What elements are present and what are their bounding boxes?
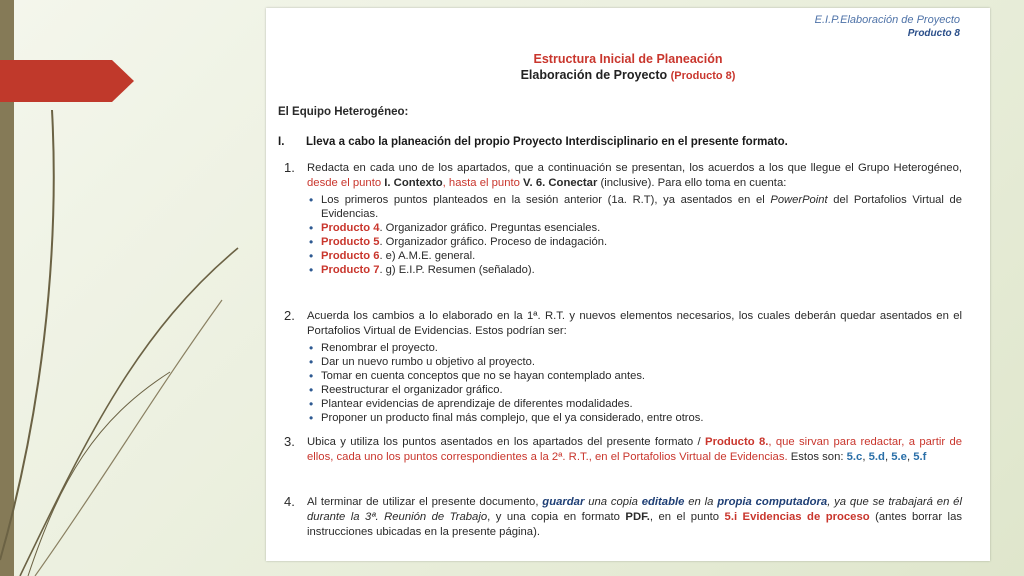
section-1-list <box>307 193 962 277</box>
s2-text: Acuerda los cambios a lo elaborado en la 1ª. R.T. y nuevos elementos necesarios, los cuales deberán quedar asentados en el Portafolios Virtual de Evidencias. Estos podrían ser: <box>307 310 962 337</box>
section-2-text <box>307 309 962 425</box>
s3-part: , <box>906 451 914 463</box>
section-roman-i <box>278 135 970 149</box>
section-3-text <box>307 435 962 465</box>
section-4 <box>284 495 962 540</box>
document-title: Estructura Inicial de Planeación <box>533 52 723 66</box>
s4-part: , y una copia en formato <box>487 511 626 523</box>
team-label: El Equipo Heterogéneo: <box>278 106 409 118</box>
list-item: • Renombrar el proyecto. <box>321 341 962 355</box>
list-item <box>321 221 962 235</box>
item-product: Producto 6 <box>321 250 380 262</box>
roman-i-text: Lleva a cabo la planeación del propio Proyecto Interdisciplinario en el presente formato. <box>306 136 788 148</box>
s1-part: desde el punto <box>307 177 385 189</box>
s1-part: I. Contexto <box>384 177 443 189</box>
item-text: . Organizador gráfico. Preguntas esenciales. <box>379 222 601 234</box>
item-text: . Organizador gráfico. Proceso de indagación. <box>379 236 608 248</box>
list-item: • Dar un nuevo rumbo u objetivo al proyecto. <box>321 355 962 369</box>
s4-part: , en el punto <box>649 511 725 523</box>
roman-i-number: I. <box>278 136 285 148</box>
s3-part: 5.c <box>846 451 863 463</box>
section-2-list <box>307 341 962 425</box>
section-3-number: 3. <box>284 434 295 449</box>
header-line-2: Producto 8 <box>907 28 960 39</box>
section-4-text <box>307 495 962 540</box>
s4-part: propia computadora <box>717 496 828 508</box>
item-text: . e) A.M.E. general. <box>379 250 476 262</box>
section-3 <box>284 435 962 465</box>
list-item <box>321 263 962 277</box>
list-item <box>321 235 962 249</box>
list-item: • Proponer un producto final más complejo, que el ya considerado, entre otros. <box>321 411 962 425</box>
s3-part: , que sirvan para redactar, a partir de ellos, cada uno los puntos correspondientes a la 2ª. R.T., en el Portafolios Virtual de Evidencias. <box>307 436 963 463</box>
section-2 <box>284 309 962 425</box>
s3-part: , <box>862 451 869 463</box>
s3-part: 5.d <box>868 451 885 463</box>
s1-part: , hasta el punto <box>442 177 524 189</box>
s4-part: editable <box>641 496 685 508</box>
s4-part: en la <box>684 496 718 508</box>
document-page <box>266 8 990 561</box>
item-product: Producto 4 <box>321 222 380 234</box>
list-item: • Plantear evidencias de aprendizaje de diferentes modalidades. <box>321 397 962 411</box>
s4-part: (antes borrar las instrucciones ubicadas en la presente página). <box>307 511 963 538</box>
s3-part: Estos son: <box>787 451 847 463</box>
s4-part: una copia <box>584 496 642 508</box>
section-4-number: 4. <box>284 494 295 509</box>
s4-part: Al terminar de utilizar el presente documento, <box>307 496 543 508</box>
s3-part: , <box>884 451 892 463</box>
section-1 <box>284 161 962 277</box>
section-1-text <box>307 161 962 277</box>
s1-part: V. 6. Conectar <box>523 177 598 189</box>
s1-part: (inclusive). Para ello toma en cuenta: <box>597 177 787 189</box>
list-item: • Tomar en cuenta conceptos que no se hayan contemplado antes. <box>321 369 962 383</box>
item-product: Producto 5 <box>321 236 380 248</box>
s4-part: PDF. <box>625 511 650 523</box>
s1-part: Redacta en cada uno de los apartados, que a continuación se presentan, los acuerdos a los que llegue el Grupo Heterogéneo, <box>307 162 962 174</box>
s4-part: guardar <box>542 496 585 508</box>
accent-arrow <box>0 60 134 102</box>
section-1-number: 1. <box>284 160 295 175</box>
s3-part: 5.f <box>913 451 927 463</box>
subtitle-product: (Producto 8) <box>670 70 736 82</box>
list-item <box>321 193 962 221</box>
item-text: Los primeros puntos planteados en la sesión anterior (1a. R.T), ya asentados en el <box>321 194 771 206</box>
subtitle-main: Elaboración de Proyecto <box>520 68 668 82</box>
s4-part: , ya que se trabajará en él durante la 3ª. Reunión de Trabajo <box>307 496 962 523</box>
item-text: . g) E.I.P. Resumen (señalado). <box>379 264 535 276</box>
header-line-1: E.I.P.Elaboración de Proyecto <box>814 14 960 26</box>
s4-part: 5.i Evidencias de proceso <box>724 511 870 523</box>
s3-part: Ubica y utiliza los puntos asentados en los apartados del presente formato / <box>307 436 706 448</box>
item-product: Producto 7 <box>321 264 380 276</box>
list-item: • Reestructurar el organizador gráfico. <box>321 383 962 397</box>
document-subtitle <box>266 68 990 83</box>
section-2-number: 2. <box>284 308 295 323</box>
document-header <box>815 13 960 41</box>
list-item <box>321 249 962 263</box>
s3-part: Producto 8. <box>705 436 769 448</box>
item-text: del Portafolios Virtual de Evidencias. <box>321 194 962 220</box>
item-text: PowerPoint <box>770 194 828 206</box>
s3-part: 5.e <box>891 451 907 463</box>
